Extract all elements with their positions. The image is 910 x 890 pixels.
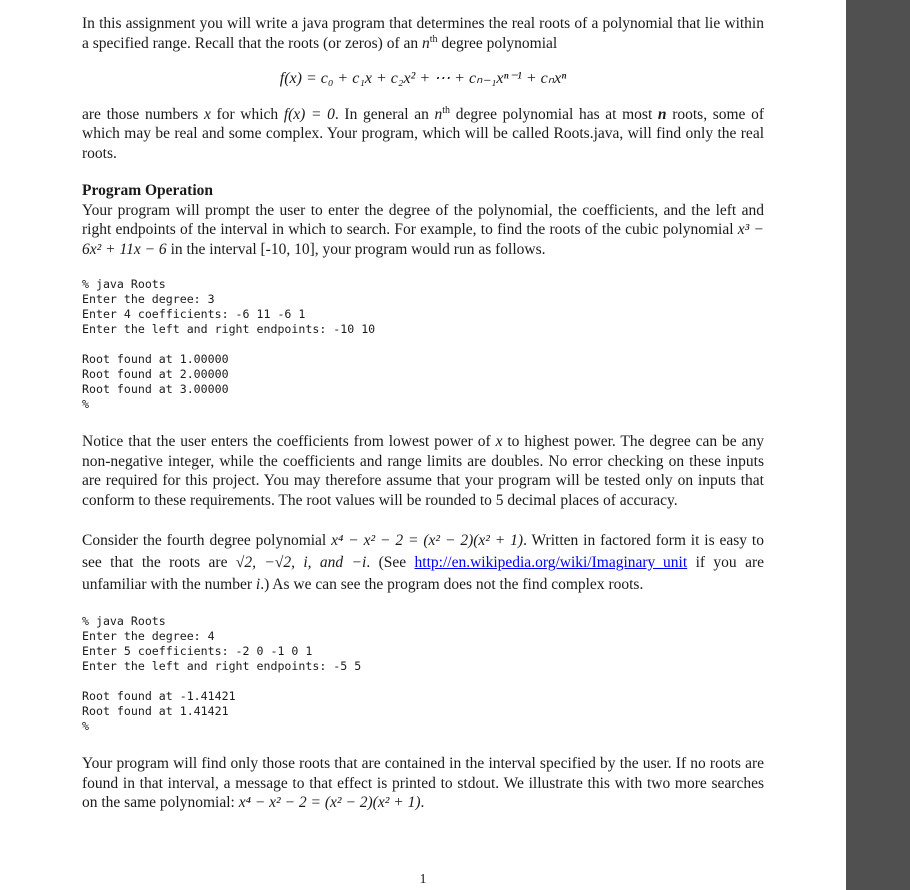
imaginary-unit-link[interactable]: http://en.wikipedia.org/wiki/Imaginary_unit bbox=[414, 554, 688, 571]
roots-definition-paragraph: are those numbers x for which f(x) = 0. In general an $n^{th}$ degree polynomial has at most n roots, some of which may be real and some complex. Your program, which will be called Roots.java, will find only the real roots. bbox=[82, 104, 765, 162]
intro-paragraph: In this assignment you will write a java program that determines the real roots of a polynomial that lie within a specified range. Recall that the roots (or zeros) of an $n^{th}$ degree polynomial bbox=[82, 15, 764, 52]
polynomial-equation: f(x) = c₀ + c₁x + c₂x² + ⋯ + cₙ₋₁xⁿ⁻¹ + cₙxⁿ bbox=[279, 70, 567, 87]
interval-paragraph: Your program will find only those roots that are contained in the interval specified by the user. If no roots are found in that interval, a message to that effect is printed to stdout. We illustrate this with two more searches on the same polynomial: x⁴ − x² − 2 = (x² − 2)(x² + 1). bbox=[82, 755, 764, 811]
fourth-degree-paragraph: Consider the fourth degree polynomial x⁴ − x² − 2 = (x² − 2)(x² + 1). Written in factored form it is easy to see that the roots are √2, −√2, i, and −i. (See http://en.wikipedia.org/wiki/Imaginary_unit if you are unfamiliar with the number i.) As we can see the program does not the find complex roots. bbox=[82, 532, 764, 593]
page-number: 1 bbox=[419, 872, 427, 887]
code-example-2-input: % java Roots Enter the degree: 4 Enter 5 coefficients: -2 0 -1 0 1 Enter the left and right endpoints: -5 5 bbox=[82, 614, 362, 673]
program-operation-heading: Program Operation bbox=[82, 182, 214, 199]
code-example-1-input: % java Roots Enter the degree: 3 Enter 4 coefficients: -6 11 -6 1 Enter the left and right endpoints: -10 10 bbox=[82, 277, 376, 336]
code-example-1-output: Root found at 1.00000 Root found at 2.00000 Root found at 3.00000 % bbox=[82, 352, 229, 411]
code-example-2 bbox=[82, 614, 764, 734]
code-example-2-output: Root found at -1.41421 Root found at 1.41421 % bbox=[82, 689, 236, 733]
document-content bbox=[82, 14, 764, 813]
coefficients-paragraph: Notice that the user enters the coefficients from lowest power of x to highest power. The degree can be any non-negative integer, while the coefficients and range limits are doubles. No error checking on these inputs are required for this project. You may therefore assume that your program will be tested only on inputs that conform to these requirements. The root values will be rounded to 5 decimal places of accuracy. bbox=[82, 433, 764, 509]
program-operation-paragraph: Your program will prompt the user to enter the degree of the polynomial, the coefficients, and the left and right endpoints of the interval in which to search. For example, to find the roots of the cubic polynomial x³ − 6x² + 11x − 6 in the interval [-10, 10], your program would run as follows. bbox=[82, 201, 764, 258]
code-example-1 bbox=[82, 277, 764, 412]
